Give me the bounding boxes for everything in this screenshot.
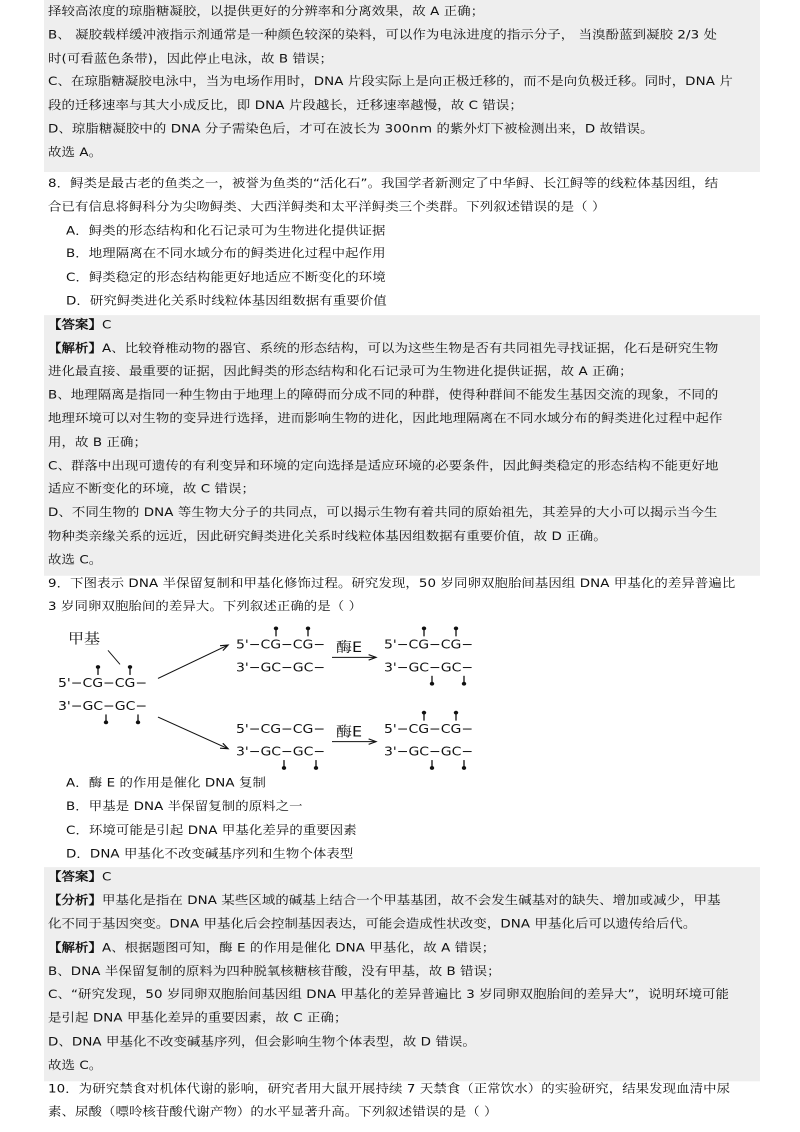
methyl-mark-dot — [104, 721, 108, 725]
q9-answer — [48, 869, 758, 886]
q9-stem-line: 9．下图表示 DNA 半保留复制和甲基化修饰过程。研究发现，50 岁同卵双胞胎间基因组 DNA 甲基化的差异普遍比 — [48, 577, 736, 591]
q8-option-d: D．研究鲟类进化关系时线粒体基因组数据有重要价值 — [66, 294, 387, 309]
q10-stem-line: 10．为研究禁食对机体代谢的影响，研究者用大鼠开展持续 7 天禁食（正常饮水）的实验研究，结果发现血清中尿 — [48, 1082, 731, 1096]
methyl-mark-dot — [462, 766, 466, 770]
q7-explain-line: 段的迁移速率与其大小成反比，即 DNA 片段越长，迁移速率越慢，故 C 错误； — [48, 99, 523, 113]
q8-explain-line: 地理环境可以对生物的变异进行选择，进而影响生物的进化，因此地理隔离在不同水域分布的鲟类进化过程中起作 — [48, 412, 723, 426]
child-top-new-strand: 3'−GC−GC− — [236, 661, 326, 676]
section-tag: 【解析】 — [48, 341, 102, 356]
q8-option-b: B．地理隔离在不同水域分布的鲟类进化过程中起作用 — [66, 247, 386, 262]
q9-stem-line: 3 岁同卵双胞胎间的差异大。下列叙述正确的是（ ） — [48, 600, 363, 614]
enzyme-label-bottom: 酶E — [336, 723, 363, 741]
q7-explain-line: C、在琼脂糖凝胶电泳中，当为电场作用时，DNA 片段实际上是向正极迁移的，而不是向负极迁移。同时，DNA 片 — [48, 75, 733, 89]
q7-explain-line: 择较高浓度的琼脂糖凝胶，以提供更好的分辨率和分离效果，故 A 正确； — [48, 5, 485, 19]
q10-stem-line: 素、尿酸（嘌呤核苷酸代谢产物）的水平显著升高。下列叙述错误的是（ ） — [48, 1106, 498, 1120]
q8-explain-line: C、群落中出现可遗传的有利变异和环境的定向选择是适应环境的必要条件，因此鲟类稳定的形态结构不能更好地 — [48, 459, 719, 473]
q8-option-a: A．鲟类的形态结构和化石记录可为生物进化提供证据 — [66, 224, 386, 238]
methyl-mark-dot — [136, 721, 140, 725]
q9-option-c: C．环境可能是引起 DNA 甲基化差异的重要因素 — [66, 823, 357, 838]
q9-explain-line: B、DNA 半保留复制的原料为四种脱氧核糖核苷酸，没有甲基，故 B 错误； — [48, 965, 501, 979]
parent-strand-bottom: 3'−GC−GC− — [58, 699, 148, 714]
methyl-label: 甲基 — [68, 630, 100, 648]
methyl-mark-dot — [128, 665, 132, 669]
dna-methylation-diagram — [58, 626, 498, 775]
child-top-old-strand: 5'−CG−CG− — [236, 638, 326, 653]
child-bottom-old-strand: 3'−GC−GC− — [236, 745, 326, 760]
result-bottom-strand-1: 5'−CG−CG− — [384, 722, 474, 737]
parent-strand-top: 5'−CG−CG− — [58, 677, 148, 692]
result-bottom-strand-2: 3'−GC−GC− — [384, 745, 474, 760]
q9-option-d: D．DNA 甲基化不改变碱基序列和生物个体表型 — [66, 847, 354, 861]
methyl-mark-dot — [462, 682, 466, 686]
q9-option-b: B．甲基是 DNA 半保留复制的原料之一 — [66, 800, 303, 814]
q9-explain-line: D、DNA 甲基化不改变碱基序列，但会影响生物个体表型，故 D 错误。 — [48, 1035, 476, 1049]
section-tag: 【答案】 — [48, 318, 102, 332]
result-top-strand-2: 3'−GC−GC− — [384, 661, 474, 676]
methyl-mark-dot — [430, 682, 434, 686]
q7-explain-line: 时(可看蓝色条带)，因此停止电泳，故 B 错误； — [48, 52, 333, 66]
q8-explain-line: 用，故 B 正确； — [48, 436, 147, 450]
result-top-strand-1: 5'−CG−CG− — [384, 638, 474, 653]
q9-explain-line — [48, 940, 758, 957]
q9-analysis-line: 化不同于基因突变。DNA 甲基化后会控制基因表达，可能会造成性状改变，DNA 甲基化后可以遗传给后代。 — [48, 918, 697, 932]
replication-arrow-up — [158, 645, 228, 678]
section-tag: 【答案】 — [48, 871, 102, 885]
methyl-pointer-line — [108, 651, 120, 665]
q9-analysis-line — [48, 893, 758, 910]
q9-explain-line: 是引起 DNA 甲基化差异的重要因素，故 C 正确； — [48, 1012, 348, 1026]
q8-explain-line: 物种类亲缘关系的远近，因此研究鲟类进化关系时线粒体基因组数据有重要价值，故 D 正确。 — [48, 530, 607, 544]
section-text: A、比较脊椎动物的器官、系统的形态结构，可以为这些生物是否有共同祖先寻找证据，化石是研究生物 — [101, 341, 719, 356]
methyl-mark-dot — [306, 627, 310, 631]
section-tag: 【解析】 — [48, 941, 102, 955]
q8-explain-line: 适应不断变化的环境，故 C 错误； — [48, 483, 256, 497]
q8-stem-line: 8．鲟类是最古老的鱼类之一，被誉为鱼类的“活化石”。我国学者新测定了中华鲟、长江鲟等的线粒体基因组，结 — [48, 177, 719, 191]
methyl-mark-dot — [96, 665, 100, 669]
enzyme-label-top: 酶E — [336, 639, 363, 657]
q8-explain-line: 进化最直接、最重要的证据，因此鲟类的形态结构和化石记录可为生物进化提供证据，故 A 正确； — [48, 365, 633, 379]
q8-answer — [48, 317, 758, 334]
section-text: 甲基化是指在 DNA 某些区域的碱基上结合一个甲基基团，故不会发生碱基对的缺失、增加或减少，甲基 — [101, 894, 721, 908]
q8-conclusion: 故选 C。 — [48, 553, 103, 567]
methyl-mark-dot — [422, 627, 426, 631]
child-bottom-new-strand: 5'−CG−CG− — [236, 722, 326, 737]
q7-explain-line: B、 凝胶载样缓冲液指示剂通常是一种颜色较深的染料，可以作为电泳进度的指示分子， 当溴酚蓝到凝胶 2/3 处 — [48, 28, 718, 42]
q8-option-c: C．鲟类稳定的形态结构能更好地适应不断变化的环境 — [66, 271, 386, 285]
q9-option-a: A．酶 E 的作用是催化 DNA 复制 — [66, 776, 266, 791]
q9-explain-line: C、“研究发现，50 岁同卵双胞胎间基因组 DNA 甲基化的差异普遍比 3 岁同卵双胞胎间的差异大”，说明环境可能 — [48, 988, 730, 1002]
methyl-mark-dot — [314, 766, 318, 770]
section-tag: 【分析】 — [48, 894, 102, 908]
methyl-mark-dot — [430, 766, 434, 770]
replication-arrow-down — [158, 717, 228, 749]
q8-explain-line: D、不同生物的 DNA 等生物大分子的共同点，可以揭示生物有着共同的原始祖先，其差异的大小可以揭示当今生 — [48, 506, 718, 520]
q7-explain-line: D、琼脂糖凝胶中的 DNA 分子需染色后，才可在波长为 300nm 的紫外灯下被检测出来，D 故错误。 — [48, 122, 654, 137]
methyl-mark-dot — [282, 766, 286, 770]
methyl-mark-dot — [454, 711, 458, 715]
section-text: C — [101, 871, 112, 885]
section-text: C — [101, 318, 112, 332]
q8-explain-line: B、地理隔离是指同一种生物由于地理上的障碍而分成不同的种群，使得种群间不能发生基因交流的现象，不同的 — [48, 388, 719, 403]
methyl-mark-dot — [454, 627, 458, 631]
q8-explain-line — [48, 340, 758, 357]
methyl-mark-dot — [422, 711, 426, 715]
methyl-mark-dot — [274, 627, 278, 631]
section-text: A、根据题图可知，酶 E 的作用是催化 DNA 甲基化，故 A 错误； — [101, 941, 496, 955]
q7-conclusion: 故选 A。 — [48, 146, 103, 160]
q9-conclusion: 故选 C。 — [48, 1059, 103, 1073]
q8-stem-line: 合已有信息将鲟科分为尖吻鲟类、大西洋鲟类和太平洋鲟类三个类群。下列叙述错误的是（ ） — [48, 200, 606, 214]
